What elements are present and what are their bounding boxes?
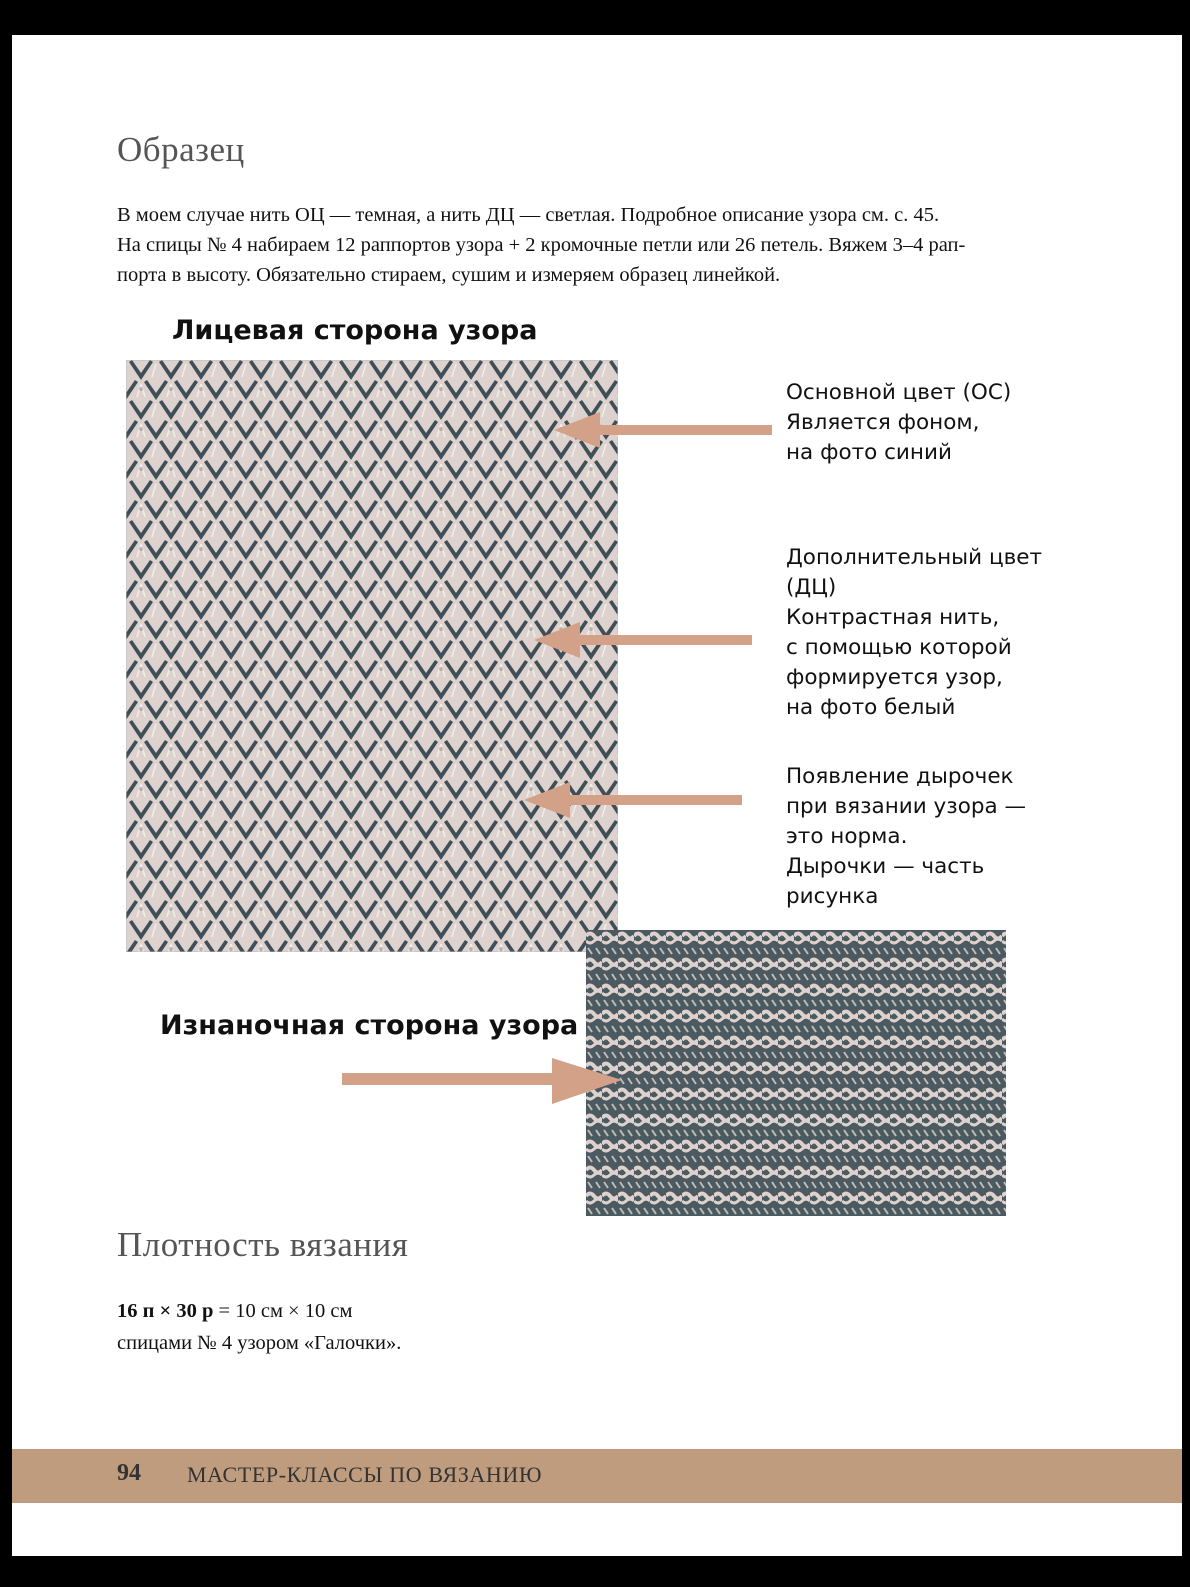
footer-title: МАСТЕР-КЛАССЫ ПО ВЯЗАНИЮ [187, 1462, 543, 1487]
intro-paragraph [117, 200, 1077, 290]
density-line [117, 1295, 401, 1327]
density-bold: 16 п × 30 р [117, 1300, 214, 1322]
arrow-main-color [552, 410, 772, 450]
front-side-caption: Лицевая сторона узора [172, 315, 538, 346]
page-footer [12, 1449, 1182, 1503]
density-text [117, 1295, 401, 1359]
heading-sample: Образец [117, 130, 245, 169]
density-line: спицами № 4 узором «Галочки». [117, 1332, 402, 1354]
page-number: 94 [117, 1460, 141, 1486]
label-holes: Появление дырочек при вязании узора — это норма. Дырочки — часть рисунка [786, 764, 1027, 909]
arrow-extra-color [532, 620, 752, 660]
arrow-holes [522, 780, 742, 820]
back-swatch-photo [586, 930, 1006, 1216]
label-main-color: Основной цвет (ОС) Является фоном, на фото синий [786, 380, 1012, 465]
arrow-back-side [342, 1058, 627, 1108]
heading-density: Плотность вязания [117, 1225, 409, 1264]
intro-line: На спицы № 4 набираем 12 раппортов узора + 2 кромочные петли или 26 петель. Вяжем 3–4 рап- [117, 234, 966, 256]
density-rest: = 10 см × 10 см [213, 1300, 353, 1322]
back-side-caption: Изнаночная сторона узора [160, 1010, 579, 1041]
intro-line: В моем случае нить ОЦ — темная, а нить ДЦ — светлая. Подробное описание узора см. с. 45. [117, 204, 940, 226]
book-page [12, 35, 1182, 1556]
intro-line: порта в высоту. Обязательно стираем, сушим и измеряем образец линейкой. [117, 264, 781, 286]
label-extra-color: Дополнительный цвет (ДЦ) Контрастная нить, с помощью которой формируется узор, на фото белый [786, 545, 1042, 720]
